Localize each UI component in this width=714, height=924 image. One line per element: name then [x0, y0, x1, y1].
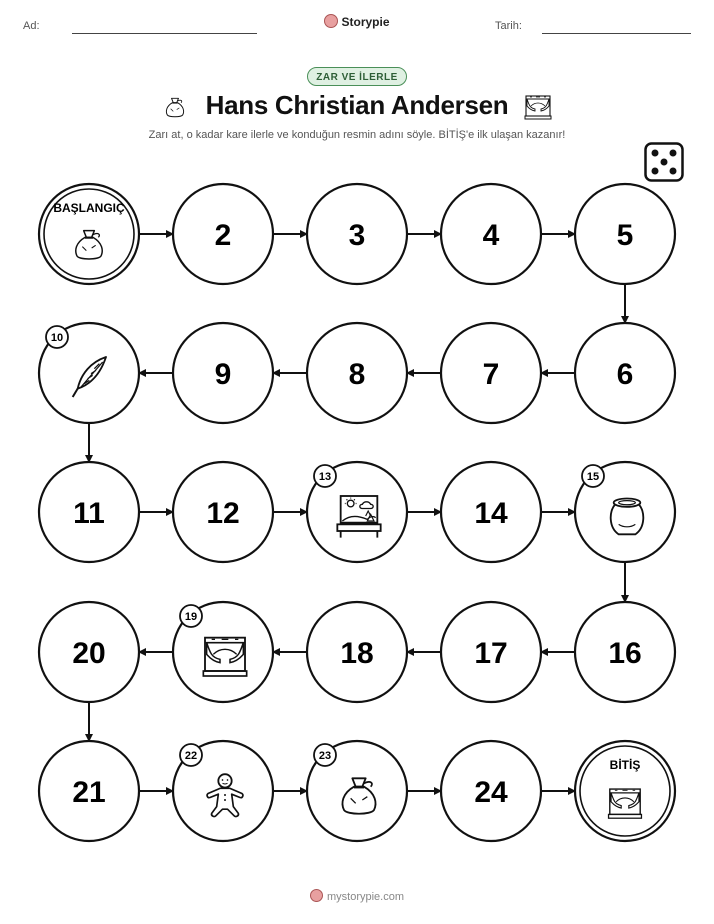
brand-name: Storypie	[341, 15, 390, 29]
square-number: 7	[482, 358, 500, 391]
name-label: Ad:	[23, 20, 40, 32]
board-square-8	[307, 323, 407, 423]
board-square-18	[307, 602, 407, 702]
square-number: 2	[214, 219, 232, 252]
square-number-badge: 15	[586, 471, 600, 483]
start-label: BAŞLANGIÇ	[53, 201, 125, 215]
footer	[0, 889, 714, 903]
board-square-4	[441, 184, 541, 284]
board-square-5	[575, 184, 675, 284]
finish-label: BİTİŞ	[609, 758, 641, 772]
board-square-16	[575, 602, 675, 702]
square-number-badge: 13	[318, 471, 332, 483]
instructions: Zarı at, o kadar kare ilerle ve konduğun resmin adını söyle. BİTİŞ'e ilk ulaşan kazanır!	[148, 129, 566, 141]
board-square-6	[575, 323, 675, 423]
square-number: 20	[72, 637, 106, 670]
board-square-11	[39, 462, 139, 562]
board-square-7	[441, 323, 541, 423]
footer-url: mystorypie.com	[326, 891, 405, 903]
board-square-9	[173, 323, 273, 423]
board-square-12	[173, 462, 273, 562]
square-number: 4	[482, 219, 500, 252]
board-square-20	[39, 602, 139, 702]
finish-square	[575, 741, 675, 841]
date-label: Tarih:	[495, 20, 522, 32]
board-square-2	[173, 184, 273, 284]
square-number: 24	[474, 776, 508, 809]
game-type-badge: ZAR VE İLERLE	[307, 67, 407, 86]
square-number: 11	[73, 497, 105, 530]
board-square-15	[575, 462, 675, 562]
square-number: 21	[72, 776, 106, 809]
board-square-3	[307, 184, 407, 284]
square-number-badge: 23	[318, 750, 332, 762]
board-square-23	[307, 741, 407, 841]
square-number-badge: 22	[184, 750, 198, 762]
square-number: 12	[206, 497, 240, 530]
board-square-22	[173, 741, 273, 841]
board-square-14	[441, 462, 541, 562]
square-number: 14	[474, 497, 508, 530]
square-number-badge: 19	[184, 611, 198, 623]
square-number: 3	[348, 219, 366, 252]
board-square-21	[39, 741, 139, 841]
square-number-badge: 10	[50, 332, 64, 344]
square-number: 17	[474, 637, 508, 670]
board-square-17	[441, 602, 541, 702]
start-square	[39, 184, 139, 284]
square-number: 5	[616, 219, 634, 252]
board-square-19	[173, 602, 273, 702]
square-number: 16	[608, 637, 642, 670]
board-square-13	[307, 462, 407, 562]
square-number: 18	[340, 637, 374, 670]
board-square-24	[441, 741, 541, 841]
page-title: Hans Christian Andersen	[205, 90, 509, 120]
square-number: 8	[348, 358, 366, 391]
square-number: 9	[214, 358, 232, 391]
board-square-10	[39, 323, 139, 423]
square-number: 6	[616, 358, 634, 391]
mascot-icon	[310, 889, 323, 902]
